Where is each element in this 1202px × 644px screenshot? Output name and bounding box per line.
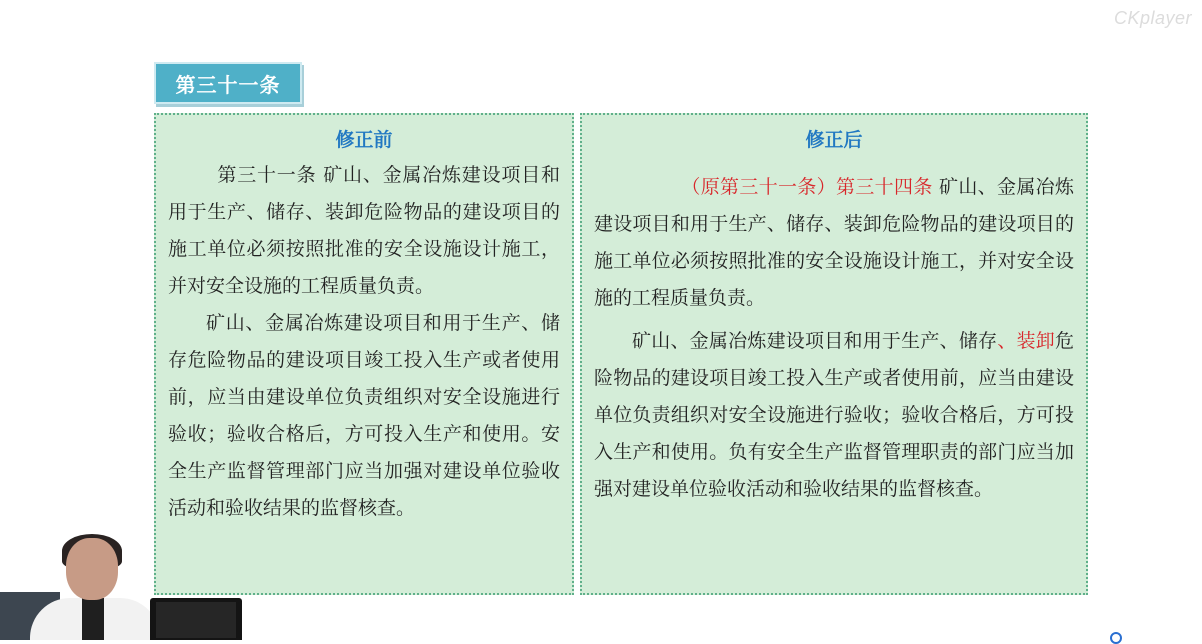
- after-paragraph-2-text-start: 矿山、金属冶炼建设项目和用于生产、储存: [632, 330, 998, 352]
- original-article-reference: （原第三十一条）: [681, 176, 837, 198]
- player-control-indicator[interactable]: [1110, 632, 1122, 644]
- player-watermark: CKplayer: [1113, 8, 1192, 28]
- amended-text-highlight: 、装卸: [997, 330, 1055, 352]
- presenter-collar: [82, 598, 104, 640]
- slide-title: 第三十一条: [154, 62, 302, 104]
- before-paragraph-2: 矿山、金属冶炼建设项目和用于生产、储存危险物品的建设项目竣工投入生产或者使用前，应当由建设单位负责组织对安全设施进行验收；验收合格后，方可投入生产和使用。安全生产监督管理部门应当加强对建设单位验收活动和验收结果的监督核查。: [168, 312, 560, 519]
- after-panel: [580, 113, 1088, 595]
- presenter-head: [66, 538, 118, 600]
- laptop-screen: [156, 602, 236, 638]
- after-panel-header: 修正后: [805, 129, 863, 151]
- before-panel: [154, 113, 574, 595]
- before-paragraph-1: 第三十一条 矿山、金属冶炼建设项目和用于生产、储存、装卸危险物品的建设项目的施工单位必须按照批准的安全设施设计施工，并对安全设施的工程质量负责。: [168, 164, 560, 297]
- after-paragraph-2: [594, 323, 1074, 508]
- after-paragraph-1-text: 矿山、金属冶炼建设项目和用于生产、储存、装卸危险物品的建设项目的施工单位必须按照批准的安全设施设计施工，并对安全设施的工程质量负责。: [594, 176, 1074, 309]
- after-paragraph-2-text-end: 危险物品的建设项目竣工投入生产或者使用前，应当由建设单位负责组织对安全设施进行验收；验收合格后，方可投入生产和使用。负有安全生产监督管理职责的部门应当加强对建设单位验收活动和验收结果的监督核查。: [594, 330, 1074, 500]
- before-panel-header: 修正前: [335, 129, 393, 151]
- new-article-number: 第三十四条: [836, 176, 933, 198]
- presenter-video-overlay: [0, 532, 250, 640]
- after-paragraph-1: [594, 169, 1074, 317]
